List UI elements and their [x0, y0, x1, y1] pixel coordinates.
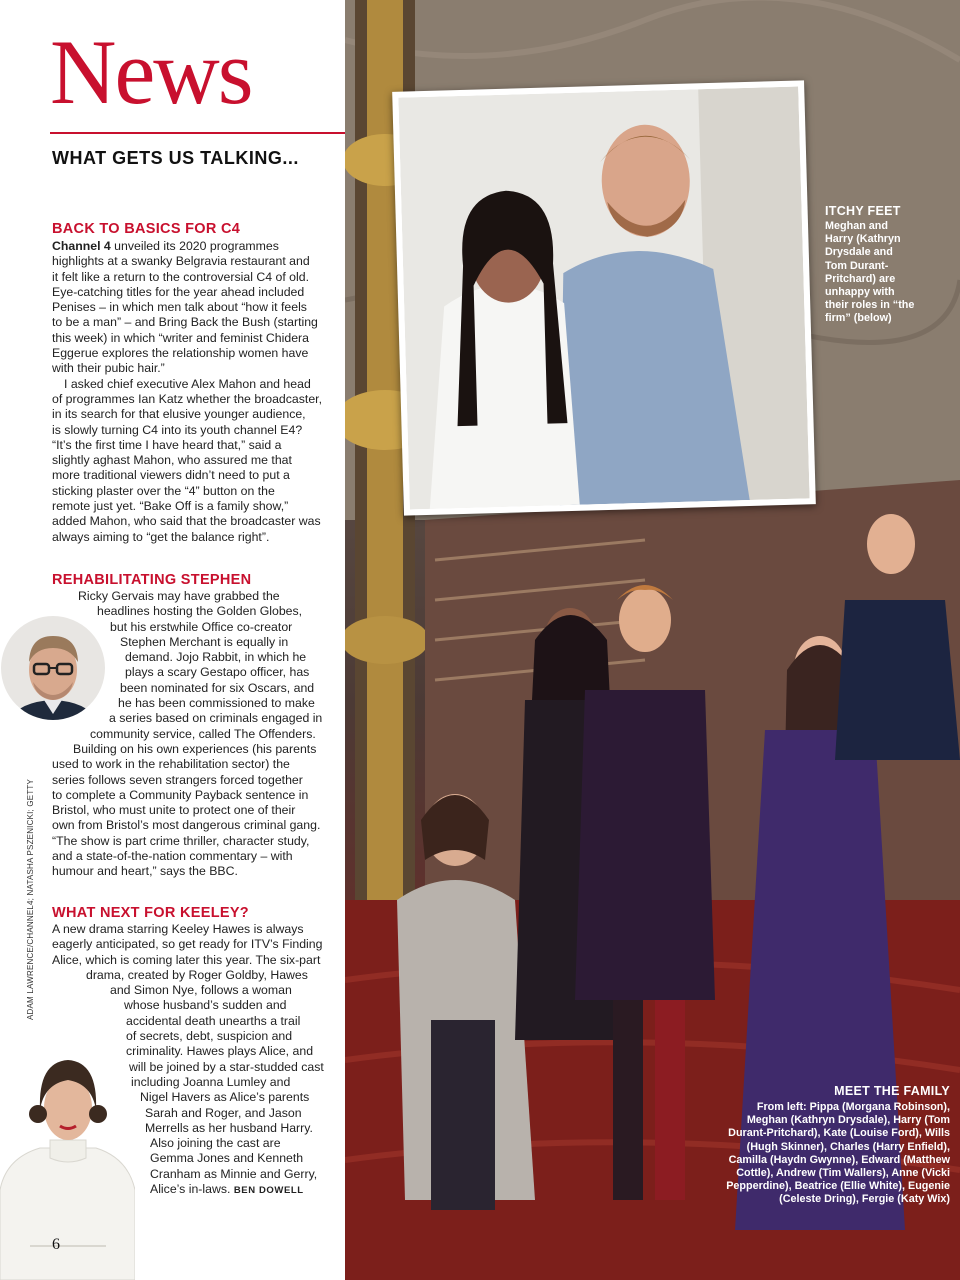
text-line: a series based on criminals engaged in: [109, 711, 323, 726]
cast-photo: [345, 0, 960, 1280]
text-line: always aiming to “get the balance right”.: [52, 529, 270, 544]
keeley-hawes-portrait: [0, 1040, 135, 1280]
masthead: News: [50, 21, 252, 123]
text-line: “The show is part crime thriller, character study,: [52, 833, 310, 848]
kicker: WHAT GETS US TALKING...: [52, 148, 299, 168]
text-line: Channel 4 unveiled its 2020 programmes: [52, 239, 279, 253]
text-line: in its search for that elusive younger audience,: [52, 407, 306, 422]
caption-line: Pepperdine), Beatrice (Ellie White), Eugenie: [726, 1180, 950, 1193]
caption-line: unhappy with: [825, 286, 895, 299]
text-line: Alice, which is coming later this year. The six-part: [52, 952, 321, 967]
text-line: accidental death unearths a trail: [126, 1013, 301, 1028]
text-line: Penises – in which men talk about “how it feels: [52, 300, 307, 315]
text-line: eagerly anticipated, so get ready for ITV’s Finding: [52, 937, 323, 952]
text-line: remote just yet. “Bake Off is a family show,”: [52, 499, 289, 514]
text-line: Eye-catching titles for the year ahead included: [52, 284, 305, 299]
text-line: A new drama starring Keeley Hawes is always: [52, 922, 304, 936]
text-line: used to work in the rehabilitation sector) the: [52, 757, 290, 772]
text-line: this week) in which “writer and feminist Chidera: [52, 330, 309, 345]
text-line: he has been commissioned to make: [118, 696, 315, 711]
caption-line: Meghan (Kathryn Drysdale), Harry (Tom: [746, 1114, 950, 1127]
article-column: [0, 0, 345, 1280]
caption-line: Pritchard) are: [825, 272, 896, 285]
caption-line: From left: Pippa (Morgana Robinson),: [756, 1101, 950, 1113]
text-line: more traditional viewers didn’t need to put a: [52, 468, 290, 483]
caption-line: Drysdale and: [825, 246, 893, 259]
caption-line: their roles in “the: [825, 299, 915, 312]
masthead-rule: [50, 132, 345, 134]
text-line: Bristol, who must unite to protect one of their: [52, 803, 296, 818]
text-line: Eggerue explores the relationship women have: [52, 346, 309, 361]
text-line: of programmes Ian Katz whether the broadcaster,: [52, 391, 322, 406]
inset-photo-illustration: [398, 86, 809, 509]
text-line: added Mahon, who said that the broadcaster was: [52, 514, 321, 529]
caption-heading-meet-the-family: MEET THE FAMILY: [834, 1084, 950, 1098]
text-line: sticking plaster over the “4” button on the: [52, 483, 275, 498]
text-line: Also joining the cast are: [150, 1136, 281, 1151]
text-line: humour and heart,” says the BBC.: [52, 864, 238, 879]
caption-line: Cottle), Andrew (Tim Wallers), Anne (Vicki: [736, 1167, 950, 1180]
text-line: Gemma Jones and Kenneth: [150, 1151, 304, 1166]
text-line: is slowly turning C4 into its youth channel E4?: [52, 422, 303, 437]
text-line: including Joanna Lumley and: [131, 1074, 291, 1089]
text-line: it felt like a return to the controversial C4 of old.: [52, 269, 309, 284]
text-line: Merrells as her husband Harry.: [145, 1120, 313, 1135]
caption-line: firm” (below): [825, 312, 892, 325]
text-line: drama, created by Roger Goldby, Hawes: [86, 967, 308, 982]
caption-itchy-feet: [825, 220, 914, 326]
text-line: own from Bristol’s most dangerous criminal gang.: [52, 818, 321, 833]
text-line: Building on his own experiences (his parents: [73, 741, 317, 756]
inset-photo: [398, 86, 809, 509]
text-line: I asked chief executive Alex Mahon and head: [64, 376, 311, 391]
byline: BEN DOWELL: [233, 1185, 304, 1197]
text-line: Alice’s in-laws. BEN DOWELL: [150, 1182, 304, 1197]
article-body-c4: [52, 239, 324, 545]
text-line: whose husband’s sudden and: [124, 998, 287, 1013]
text-line: been nominated for six Oscars, and: [120, 680, 315, 695]
text-line: Ricky Gervais may have grabbed the: [78, 589, 280, 603]
text-line: to complete a Community Payback sentence in: [52, 787, 309, 802]
caption-line: Meghan and: [825, 220, 888, 232]
photo-credit: ADAM LAWRENCE/CHANNEL4; NATASHA PSZENICKI; GETTY: [26, 778, 35, 1020]
text-line: criminality. Hawes plays Alice, and: [126, 1044, 314, 1059]
caption-line: Durant-Pritchard), Kate (Louise Ford), Wills: [728, 1127, 950, 1140]
section-heading-keeley: WHAT NEXT FOR KEELEY?: [52, 905, 249, 921]
inset-photo-frame: [392, 80, 816, 515]
caption-line: Harry (Kathryn: [825, 233, 901, 246]
text-line: will be joined by a star-studded cast: [129, 1059, 324, 1074]
stephen-merchant-portrait: [0, 604, 106, 732]
caption-line: Tom Durant-: [825, 259, 889, 272]
text-line: but his erstwhile Office co-creator: [110, 619, 293, 634]
text-line: plays a scary Gestapo officer, has: [125, 665, 310, 680]
text-line: Cranham as Minnie and Gerry,: [150, 1166, 318, 1181]
text-line: community service, called The Offenders.: [90, 726, 316, 741]
caption-heading-itchy-feet: ITCHY FEET: [825, 204, 901, 218]
text-line: of secrets, debt, suspicion and: [126, 1029, 293, 1044]
text-line: Stephen Merchant is equally in: [120, 634, 289, 649]
text-line: to be a man” – and Bring Back the Bush (starting: [52, 315, 318, 330]
caption-line: (Celeste Dring), Fergie (Katy Wix): [779, 1193, 950, 1206]
text-line: highlights at a swanky Belgravia restaurant and: [52, 254, 310, 269]
section-heading-c4: BACK TO BASICS FOR C4: [52, 221, 241, 237]
text-line: with their pubic hair.”: [52, 361, 165, 376]
text-line: headlines hosting the Golden Globes,: [97, 604, 303, 619]
page-number: 6: [52, 1236, 60, 1253]
caption-line: Camilla (Haydn Gwynne), Edward (Matthew: [728, 1153, 950, 1166]
section-heading-stephen: REHABILITATING STEPHEN: [52, 572, 252, 588]
caption-meet-the-family: [726, 1101, 950, 1207]
text-line: demand. Jojo Rabbit, in which he: [125, 650, 307, 665]
caption-line: (Hugh Skinner), Charles (Harry Enfield),: [746, 1140, 950, 1153]
text-line: Nigel Havers as Alice’s parents: [140, 1090, 310, 1105]
text-line: series follows seven strangers forced together: [52, 772, 303, 787]
text-line: Sarah and Roger, and Jason: [145, 1105, 302, 1120]
text-line: and Simon Nye, follows a woman: [110, 983, 292, 998]
text-line: and a state-of-the-nation commentary – with: [52, 849, 293, 864]
text-line: slightly aghast Mahon, who assured me that: [52, 453, 292, 468]
text-line: “It’s the first time I have heard that,” said a: [52, 437, 282, 452]
